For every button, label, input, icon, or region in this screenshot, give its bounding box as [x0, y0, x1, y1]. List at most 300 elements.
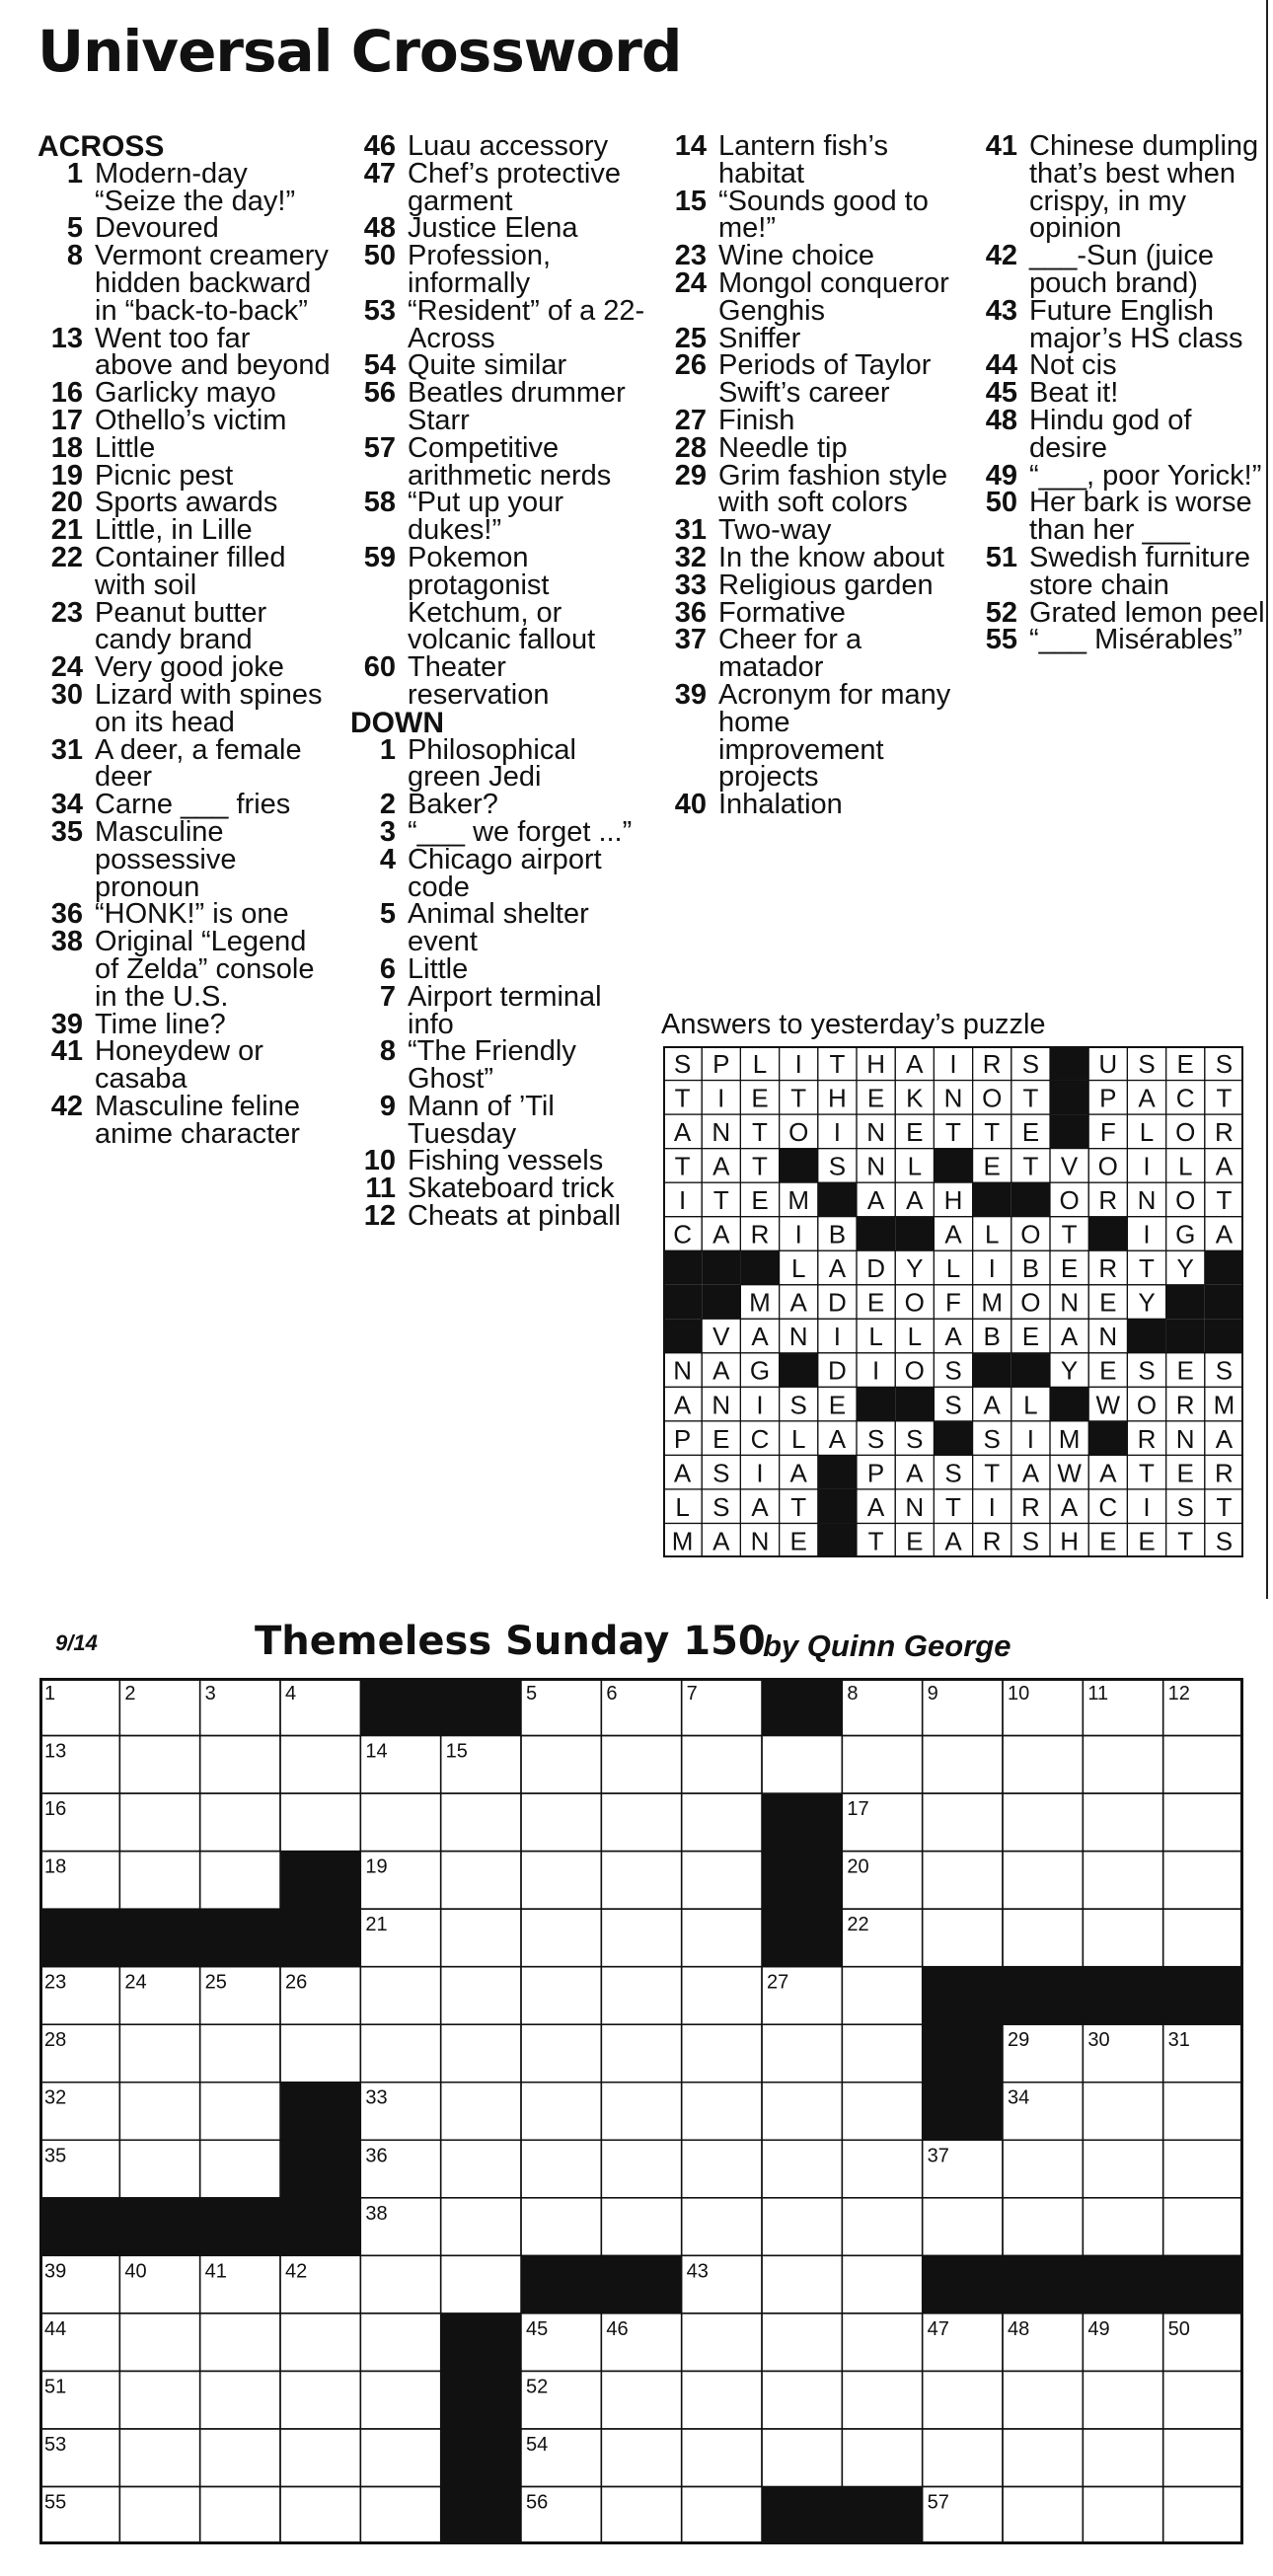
cell-number: 14 — [365, 1740, 388, 1763]
answer-letter: L — [945, 1253, 961, 1284]
clue-across-23 — [37, 596, 334, 656]
answer-letter: A — [1138, 1083, 1156, 1113]
clue-number: 55 — [985, 624, 1017, 656]
cell-number: 41 — [204, 2260, 227, 2283]
clue-down-31 — [661, 514, 957, 547]
clue-number: 9 — [379, 1090, 396, 1122]
clue-across-22 — [37, 541, 334, 601]
clue-across-56 — [350, 377, 646, 436]
clue-number: 36 — [674, 596, 707, 629]
answer-letter: B — [983, 1322, 1001, 1352]
clue-number: 59 — [363, 541, 396, 573]
clue-number: 8 — [66, 240, 83, 272]
clue-text: Peanut butter candy brand — [95, 596, 267, 656]
answer-block — [1088, 1217, 1127, 1251]
answer-letter: T — [1216, 1491, 1233, 1522]
answer-letter: S — [1021, 1526, 1040, 1556]
answer-letter: N — [711, 1390, 731, 1420]
grid-block — [441, 2371, 522, 2429]
answer-letter: D — [828, 1287, 847, 1318]
answer-letter: V — [1060, 1151, 1079, 1181]
answer-letter: S — [673, 1048, 692, 1079]
cell-number: 42 — [285, 2260, 308, 2283]
cell-number: 18 — [44, 1856, 67, 1878]
cell-number: 48 — [1008, 2317, 1030, 2340]
cell-number: 4 — [285, 1683, 297, 1705]
crossword-grid[interactable] — [39, 1678, 1243, 2544]
answer-letter: A — [673, 1117, 692, 1148]
clue-number: 10 — [363, 1145, 396, 1177]
answer-letter: E — [712, 1423, 730, 1454]
clue-down-41 — [972, 130, 1268, 245]
grid-block — [762, 1678, 843, 1736]
answer-letter: T — [752, 1151, 768, 1181]
clue-number: 35 — [50, 815, 83, 848]
answer-letter: O — [1136, 1390, 1158, 1420]
page-title: Universal Crossword — [37, 18, 682, 85]
grid-block — [360, 1678, 441, 1736]
clue-number: 13 — [50, 322, 83, 354]
clue-text: Philosophical green Jedi — [408, 733, 576, 794]
clue-number: 45 — [985, 377, 1017, 410]
answer-letter: W — [1057, 1458, 1082, 1488]
answer-letter: C — [673, 1219, 692, 1250]
grid-block — [762, 2486, 843, 2544]
cell-number: 12 — [1167, 1683, 1190, 1705]
cell-number: 49 — [1087, 2317, 1110, 2340]
answer-letter: T — [1022, 1083, 1039, 1113]
clue-down-33 — [661, 568, 957, 601]
cell-number: 56 — [526, 2491, 549, 2514]
cell-number: 22 — [847, 1914, 869, 1936]
cell-number: 36 — [365, 2145, 388, 2167]
cell-number: 25 — [204, 1971, 227, 1994]
cell-number: 50 — [1167, 2317, 1190, 2340]
clue-down-42 — [972, 240, 1268, 299]
answer-letter: E — [1138, 1526, 1156, 1556]
answers-label: Answers to yesterday’s puzzle — [661, 1009, 1046, 1040]
clue-text: Carne ___ fries — [95, 789, 291, 821]
answer-block — [818, 1182, 857, 1217]
clue-number: 28 — [674, 431, 707, 464]
answer-letter: I — [756, 1390, 764, 1420]
grid-block — [280, 1909, 361, 1967]
grid-block — [1163, 1967, 1243, 2025]
answer-letter: N — [866, 1151, 885, 1181]
answer-letter: C — [1098, 1491, 1118, 1522]
answer-block — [1166, 1285, 1205, 1320]
clue-text: Luau accessory — [408, 130, 609, 162]
grid-block — [923, 2024, 1004, 2083]
answer-block — [818, 1489, 857, 1524]
clue-text: Garlicky mayo — [95, 377, 276, 410]
clue-number: 1 — [66, 157, 83, 189]
answer-letter: R — [1215, 1458, 1234, 1488]
clue-text: Grim fashion style with soft colors — [718, 459, 948, 519]
answer-letter: L — [907, 1151, 923, 1181]
cell-number: 1 — [44, 1683, 56, 1705]
grid-block — [200, 2198, 281, 2256]
answer-letter: A — [712, 1526, 730, 1556]
answer-letter: A — [712, 1151, 730, 1181]
clue-down-1 — [350, 733, 646, 794]
clue-across-48 — [350, 212, 646, 245]
clue-column-1 — [37, 130, 334, 1150]
answer-letter: C — [1175, 1083, 1195, 1113]
answer-block — [1205, 1319, 1243, 1353]
clue-number: 32 — [674, 541, 707, 573]
clue-text: “Put up your dukes!” — [408, 487, 563, 547]
clue-down-44 — [972, 349, 1268, 382]
cell-number: 29 — [1008, 2029, 1030, 2052]
answer-letter: A — [1215, 1151, 1234, 1181]
answer-letter: V — [712, 1322, 730, 1352]
clue-text: Baker? — [408, 789, 498, 821]
answer-letter: O — [1175, 1185, 1196, 1216]
clue-text: Mann of ’Til Tuesday — [408, 1090, 555, 1150]
answer-letter: N — [788, 1322, 808, 1352]
answer-letter: E — [866, 1287, 885, 1318]
answer-block — [702, 1250, 740, 1285]
answer-letter: R — [982, 1048, 1002, 1079]
answer-letter: S — [712, 1491, 730, 1522]
clue-text: Honeydew or casaba — [95, 1035, 263, 1096]
answer-letter: T — [867, 1526, 884, 1556]
clue-number: 50 — [985, 487, 1017, 519]
answer-letter: A — [751, 1491, 769, 1522]
clue-number: 23 — [674, 240, 707, 272]
cell-number: 39 — [44, 2260, 67, 2283]
answer-block — [818, 1523, 857, 1557]
clue-across-1 — [37, 157, 334, 217]
answer-block — [934, 1421, 972, 1456]
section-header: DOWN — [350, 706, 444, 739]
clue-text: Needle tip — [718, 431, 848, 464]
answer-letter: S — [1138, 1355, 1156, 1386]
clue-number: 15 — [674, 185, 707, 217]
answer-letter: A — [1215, 1219, 1234, 1250]
answer-letter: E — [1021, 1117, 1040, 1148]
clue-text: Skateboard trick — [408, 1173, 615, 1205]
clue-text: Not cis — [1029, 349, 1117, 382]
answer-block — [663, 1250, 702, 1285]
cell-number: 7 — [686, 1683, 698, 1705]
clue-text: Religious garden — [718, 568, 934, 601]
clue-text: Fishing vessels — [408, 1145, 604, 1177]
answer-letter: H — [828, 1083, 847, 1113]
answer-letter: S — [828, 1151, 847, 1181]
answer-letter: T — [829, 1048, 846, 1079]
answer-letter: I — [794, 1048, 802, 1079]
answer-letter: A — [789, 1458, 807, 1488]
answer-block — [780, 1353, 818, 1388]
cell-number: 23 — [44, 1971, 67, 1994]
answer-letter: E — [1176, 1048, 1194, 1079]
clue-number: 37 — [674, 624, 707, 656]
cell-number: 51 — [44, 2376, 67, 2398]
grid-block — [441, 1678, 522, 1736]
clue-across-50 — [350, 240, 646, 299]
cell-number: 52 — [526, 2376, 549, 2398]
clue-text: Grated lemon peel — [1029, 596, 1265, 629]
clue-number: 12 — [363, 1200, 396, 1233]
cell-number: 26 — [285, 1971, 308, 1994]
cell-number: 13 — [44, 1740, 67, 1763]
answer-letter: Y — [1138, 1287, 1156, 1318]
clue-down-8 — [350, 1035, 646, 1096]
clue-number: 48 — [363, 212, 396, 245]
cell-number: 9 — [927, 1683, 938, 1705]
answer-letter: I — [717, 1083, 725, 1113]
grid-block — [521, 2255, 602, 2313]
answer-letter: H — [1060, 1526, 1079, 1556]
answer-letter: E — [1099, 1526, 1117, 1556]
answer-letter: K — [906, 1083, 924, 1113]
clue-number: 41 — [985, 130, 1017, 162]
clue-text: Masculine feline anime character — [95, 1090, 300, 1150]
answer-letter: A — [906, 1048, 924, 1079]
cell-number: 19 — [365, 1856, 388, 1878]
grid-block — [441, 2313, 522, 2372]
answer-block — [702, 1285, 740, 1320]
answer-block — [1205, 1285, 1243, 1320]
answer-letter: N — [711, 1117, 731, 1148]
grid-block — [923, 1967, 1004, 2025]
answer-letter: I — [988, 1253, 996, 1284]
clue-text: Competitive arithmetic nerds — [408, 431, 612, 492]
clue-down-55 — [972, 624, 1268, 656]
answer-letter: I — [756, 1458, 764, 1488]
answer-letter: T — [674, 1151, 691, 1181]
cell-number: 28 — [44, 2029, 67, 2052]
clue-text: Vermont creamery hidden backward in “back-to-back” — [95, 240, 329, 327]
answer-block — [857, 1217, 895, 1251]
answer-letter: D — [866, 1253, 885, 1284]
answer-block — [1050, 1114, 1088, 1149]
clue-number: 58 — [363, 487, 396, 519]
answer-letter: H — [943, 1185, 963, 1216]
answer-letter: S — [1215, 1526, 1234, 1556]
clue-text: “The Friendly Ghost” — [408, 1035, 576, 1096]
cell-number: 32 — [44, 2086, 67, 2109]
answer-letter: T — [712, 1185, 729, 1216]
answer-letter: N — [905, 1491, 925, 1522]
answer-letter: G — [1175, 1219, 1196, 1250]
clue-across-36 — [37, 898, 334, 931]
answer-letter: T — [1216, 1185, 1233, 1216]
answer-block — [1011, 1353, 1050, 1388]
clue-number: 34 — [50, 789, 83, 821]
clue-down-11 — [350, 1175, 646, 1203]
answer-letter: S — [1215, 1048, 1234, 1079]
answer-letter: A — [673, 1390, 692, 1420]
clue-down-10 — [350, 1145, 646, 1177]
answer-letter: B — [1021, 1253, 1040, 1284]
clue-number: 18 — [50, 431, 83, 464]
grid-block — [601, 2255, 682, 2313]
clue-number: 24 — [674, 266, 707, 299]
answer-letter: E — [906, 1526, 924, 1556]
answer-letter: T — [1022, 1151, 1039, 1181]
clue-text: Chef’s protective garment — [408, 157, 621, 217]
clue-number: 11 — [365, 1173, 396, 1205]
answer-letter: R — [1021, 1491, 1040, 1522]
clue-across-17 — [37, 404, 334, 436]
answer-letter: O — [1059, 1185, 1080, 1216]
clue-text: Wine choice — [718, 240, 874, 272]
clue-text: Periods of Taylor Swift’s career — [718, 349, 932, 410]
answer-letter: R — [1098, 1253, 1118, 1284]
answer-letter: I — [988, 1491, 996, 1522]
clue-column-4 — [972, 130, 1268, 656]
answer-letter: A — [1021, 1458, 1040, 1488]
answer-letter: N — [750, 1526, 770, 1556]
clue-across-16 — [37, 377, 334, 410]
clue-text: “Sounds good to me!” — [718, 185, 929, 245]
answer-block — [1205, 1250, 1243, 1285]
clue-text: In the know about — [718, 541, 944, 573]
grid-block — [1163, 2255, 1243, 2313]
clue-down-52 — [972, 596, 1268, 629]
clue-text: Finish — [718, 404, 795, 436]
clue-down-27 — [661, 404, 957, 436]
answer-letter: N — [1175, 1423, 1195, 1454]
clue-across-39 — [37, 1008, 334, 1040]
grid-block — [441, 2429, 522, 2487]
clue-number: 53 — [363, 294, 396, 327]
clue-number: 5 — [379, 898, 396, 931]
answer-letter: S — [944, 1390, 962, 1420]
answer-block — [663, 1285, 702, 1320]
clue-number: 5 — [66, 212, 83, 245]
clue-number: 39 — [50, 1008, 83, 1040]
clue-across-58 — [350, 487, 646, 547]
clue-number: 2 — [379, 789, 396, 821]
answer-letter: Y — [1176, 1253, 1194, 1284]
clue-down-32 — [661, 541, 957, 573]
answer-letter: E — [828, 1390, 847, 1420]
clue-number: 46 — [363, 130, 396, 162]
clue-number: 42 — [50, 1090, 83, 1122]
clue-across-5 — [37, 212, 334, 245]
clue-number: 3 — [379, 815, 396, 848]
answer-letter: I — [678, 1185, 687, 1216]
answer-letter: R — [1175, 1390, 1195, 1420]
clue-number: 16 — [50, 377, 83, 410]
answer-letter: N — [1137, 1185, 1157, 1216]
clue-across-41 — [37, 1035, 334, 1096]
answer-letter: S — [944, 1458, 962, 1488]
answer-letter: R — [1215, 1117, 1234, 1148]
answer-letter: E — [751, 1185, 769, 1216]
clue-across-24 — [37, 651, 334, 684]
answer-letter: S — [906, 1423, 924, 1454]
cell-number: 8 — [847, 1683, 859, 1705]
cell-number: 38 — [365, 2202, 388, 2225]
clue-down-39 — [661, 678, 957, 794]
answer-letter: E — [789, 1526, 807, 1556]
clue-number: 39 — [674, 678, 707, 711]
clue-text: “___, poor Yorick!” — [1029, 459, 1262, 492]
answer-letter: T — [752, 1117, 768, 1148]
answer-letter: E — [1176, 1458, 1194, 1488]
answer-letter: F — [1099, 1117, 1116, 1148]
answer-letter: O — [982, 1083, 1003, 1113]
answer-letter: I — [1143, 1151, 1151, 1181]
answer-letter: D — [828, 1355, 847, 1386]
clue-text: Little, in Lille — [95, 514, 253, 547]
cell-number: 46 — [606, 2317, 629, 2340]
answer-letter: O — [788, 1117, 809, 1148]
grid-block — [1003, 1967, 1084, 2025]
answer-letter: N — [866, 1117, 885, 1148]
clue-number: 36 — [50, 898, 83, 931]
answer-block — [1050, 1046, 1088, 1081]
clue-text: Sports awards — [95, 487, 278, 519]
answer-block — [818, 1455, 857, 1489]
cell-number: 55 — [44, 2491, 67, 2514]
clue-text: Picnic pest — [95, 459, 234, 492]
answer-block — [1127, 1319, 1165, 1353]
answer-letter: N — [943, 1083, 963, 1113]
grid-block — [1003, 2255, 1084, 2313]
answers-grid — [663, 1046, 1243, 1557]
clue-across-21 — [37, 514, 334, 547]
clue-text: Cheer for a matador — [718, 624, 862, 684]
clue-number: 48 — [985, 404, 1017, 436]
answer-letter: T — [790, 1083, 807, 1113]
cell-number: 47 — [927, 2317, 949, 2340]
clue-text: Two-way — [718, 514, 832, 547]
cell-number: 33 — [365, 2086, 388, 2109]
answer-letter: A — [712, 1219, 730, 1250]
puzzle-title: Themeless Sunday 150 — [255, 1619, 766, 1664]
clue-text: Original “Legend of Zelda” console in the U.S. — [95, 926, 315, 1013]
clue-text: Her bark is worse than her ___ — [1029, 487, 1252, 547]
grid-block — [923, 2255, 1004, 2313]
clue-number: 51 — [985, 541, 1017, 573]
answer-letter: A — [906, 1185, 924, 1216]
clue-number: 24 — [50, 651, 83, 684]
clue-text: “HONK!” is one — [95, 898, 289, 931]
clue-number: 47 — [363, 157, 396, 189]
clue-across-18 — [37, 431, 334, 464]
clue-text: Masculine possessive pronoun — [95, 815, 237, 903]
answer-letter: T — [945, 1117, 961, 1148]
answer-letter: Y — [1060, 1355, 1079, 1386]
answer-block — [1011, 1182, 1050, 1217]
answer-letter: P — [673, 1423, 692, 1454]
answer-letter: E — [1176, 1355, 1194, 1386]
clue-text: Mongol conqueror Genghis — [718, 266, 949, 327]
grid-block — [441, 2486, 522, 2544]
grid-block — [280, 2083, 361, 2141]
clue-down-43 — [972, 294, 1268, 354]
cell-number: 44 — [44, 2317, 67, 2340]
clue-across-54 — [350, 349, 646, 382]
clue-down-12 — [350, 1200, 646, 1233]
answer-letter: O — [1020, 1287, 1041, 1318]
clue-down-40 — [661, 789, 957, 821]
clue-number: 41 — [50, 1035, 83, 1068]
answer-letter: A — [712, 1355, 730, 1386]
cell-number: 45 — [526, 2317, 549, 2340]
cell-number: 11 — [1087, 1683, 1109, 1705]
answer-letter: C — [750, 1423, 770, 1454]
grid-block — [923, 2083, 1004, 2141]
answer-letter: L — [868, 1322, 883, 1352]
answer-letter: O — [904, 1287, 925, 1318]
